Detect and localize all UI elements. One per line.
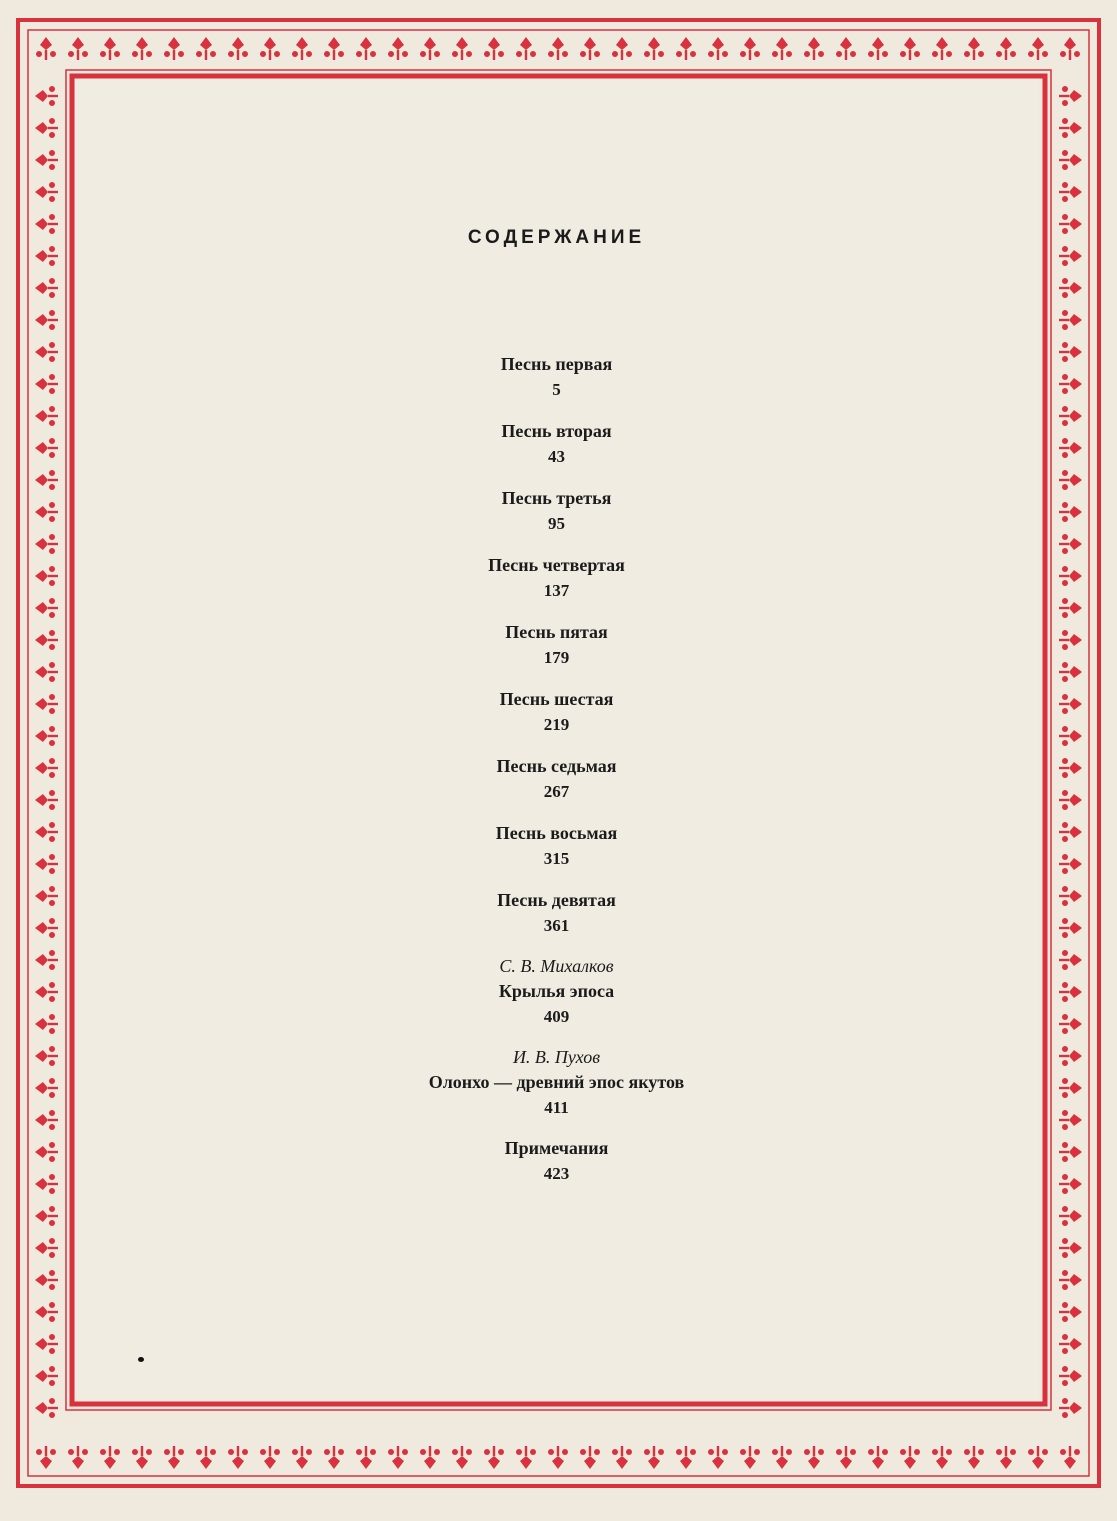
border-ornament	[452, 37, 472, 60]
border-ornament	[36, 37, 56, 60]
border-ornament	[964, 37, 984, 60]
border-ornament	[1059, 534, 1082, 554]
border-ornament	[1059, 86, 1082, 106]
border-ornament	[35, 726, 58, 746]
border-ornament	[1059, 1014, 1082, 1034]
border-ornament	[35, 470, 58, 490]
border-ornament	[388, 1446, 408, 1469]
border-ornament	[35, 854, 58, 874]
border-ornament	[772, 1446, 792, 1469]
border-ornament	[836, 1446, 856, 1469]
border-ornament	[292, 37, 312, 60]
border-ornament	[324, 1446, 344, 1469]
toc-entry	[75, 620, 1038, 670]
border-ornament	[708, 37, 728, 60]
entry-title: Песнь третья	[501, 488, 612, 508]
border-ornament	[35, 758, 58, 778]
border-ornament	[35, 1142, 58, 1162]
border-ornament	[35, 1270, 58, 1290]
border-ornament	[740, 1446, 760, 1469]
border-ornament	[1059, 790, 1082, 810]
border-ornament	[1059, 1142, 1082, 1162]
border-ornament	[1059, 502, 1082, 522]
border-ornament	[1059, 374, 1082, 394]
border-ornament	[35, 502, 58, 522]
border-ornament	[35, 438, 58, 458]
toc-entry	[75, 687, 1038, 737]
border-ornament	[484, 1446, 504, 1469]
toc-entry	[75, 754, 1038, 804]
entry-page-number: 179	[543, 648, 570, 667]
border-ornament	[996, 37, 1016, 60]
border-ornament	[1059, 246, 1082, 266]
toc-entry	[75, 954, 1038, 1029]
border-ornament	[36, 1446, 56, 1469]
border-ornament	[35, 918, 58, 938]
border-ornament	[516, 37, 536, 60]
border-ornament	[1059, 886, 1082, 906]
border-ornament	[35, 150, 58, 170]
entry-page-number: 5	[552, 380, 561, 399]
border-ornament	[260, 37, 280, 60]
border-ornament	[1059, 214, 1082, 234]
border-ornament	[35, 982, 58, 1002]
border-ornament	[1059, 1366, 1082, 1386]
border-ornament	[1059, 342, 1082, 362]
entry-title: Песнь шестая	[499, 689, 614, 709]
entry-title: Песнь девятая	[497, 890, 616, 910]
border-ornament	[420, 1446, 440, 1469]
border-ornament	[35, 1334, 58, 1354]
border-ornament	[68, 37, 88, 60]
border-ornament	[35, 214, 58, 234]
border-ornament	[548, 1446, 568, 1469]
border-ornament	[1060, 37, 1080, 60]
border-ornament	[836, 37, 856, 60]
border-ornament	[1059, 1334, 1082, 1354]
border-ornament	[35, 406, 58, 426]
border-ornament	[932, 37, 952, 60]
border-ornament	[164, 37, 184, 60]
border-ornament	[35, 534, 58, 554]
entry-author: И. В. Пухов	[512, 1047, 601, 1067]
border-ornament	[1059, 950, 1082, 970]
border-ornament	[35, 1398, 58, 1418]
toc-entry	[75, 821, 1038, 871]
toc-entry	[75, 1045, 1038, 1120]
border-ornament	[804, 37, 824, 60]
border-ornament	[644, 1446, 664, 1469]
border-ornament	[932, 1446, 952, 1469]
border-ornament	[35, 342, 58, 362]
entry-title: Песнь седьмая	[496, 756, 617, 776]
border-ornament	[644, 37, 664, 60]
border-ornament	[35, 1366, 58, 1386]
border-ornament	[35, 1206, 58, 1226]
toc-entry	[75, 419, 1038, 469]
entry-page-number: 411	[544, 1098, 569, 1117]
border-ornament	[35, 630, 58, 650]
border-ornament	[1059, 598, 1082, 618]
border-ornament	[35, 1014, 58, 1034]
entry-title: Песнь четвертая	[488, 555, 625, 575]
border-ornament	[1059, 182, 1082, 202]
border-ornament	[1059, 1302, 1082, 1322]
border-ornament	[228, 1446, 248, 1469]
toc-entry	[75, 352, 1038, 402]
border-ornament	[1059, 694, 1082, 714]
border-ornament	[196, 1446, 216, 1469]
border-ornament	[1059, 630, 1082, 650]
toc-entry	[75, 888, 1038, 938]
border-ornament	[868, 1446, 888, 1469]
entry-page-number: 137	[543, 581, 570, 600]
border-ornament	[1059, 758, 1082, 778]
border-ornament	[100, 1446, 120, 1469]
entry-title: Песнь вторая	[501, 421, 612, 441]
border-ornament	[35, 822, 58, 842]
border-ornament	[1059, 822, 1082, 842]
border-ornament	[35, 662, 58, 682]
border-ornament	[708, 1446, 728, 1469]
border-ornament	[132, 1446, 152, 1469]
entry-title: Примечания	[504, 1138, 609, 1158]
border-ornament	[1028, 1446, 1048, 1469]
border-ornament	[548, 37, 568, 60]
border-ornament	[900, 37, 920, 60]
border-ornament	[1059, 1110, 1082, 1130]
entry-page-number: 267	[543, 782, 570, 801]
border-ornament	[580, 1446, 600, 1469]
entry-page-number: 423	[543, 1164, 570, 1183]
toc-entry	[75, 486, 1038, 536]
border-ornament	[260, 1446, 280, 1469]
border-ornament	[35, 1078, 58, 1098]
border-ornament	[1059, 1078, 1082, 1098]
border-ornament	[35, 598, 58, 618]
border-ornament	[292, 1446, 312, 1469]
ink-speck	[138, 1357, 144, 1362]
entry-title: Крылья эпоса	[498, 981, 615, 1001]
border-ornament	[35, 246, 58, 266]
border-ornament	[1059, 1174, 1082, 1194]
entry-page-number: 43	[548, 447, 565, 466]
border-ornament	[35, 790, 58, 810]
toc-heading: СОДЕРЖАНИЕ	[467, 227, 646, 248]
border-ornament	[996, 1446, 1016, 1469]
border-ornament	[1059, 278, 1082, 298]
border-ornament	[35, 182, 58, 202]
border-ornament	[1059, 1238, 1082, 1258]
border-ornament	[35, 86, 58, 106]
border-ornament	[35, 278, 58, 298]
border-ornament	[1059, 150, 1082, 170]
entry-author: С. В. Михалков	[499, 956, 614, 976]
toc-entry	[75, 1136, 1038, 1186]
entry-title: Песнь пятая	[505, 622, 608, 642]
border-ornament	[452, 1446, 472, 1469]
entry-title: Олонхо — древний эпос якутов	[428, 1072, 685, 1092]
border-ornament	[35, 310, 58, 330]
border-ornament	[164, 1446, 184, 1469]
entry-title: Песнь первая	[500, 354, 613, 374]
border-ornament	[1059, 1398, 1082, 1418]
border-ornament	[676, 1446, 696, 1469]
table-of-contents	[75, 222, 1038, 1186]
border-ornament	[35, 566, 58, 586]
border-ornament	[1059, 1270, 1082, 1290]
border-ornament	[1059, 470, 1082, 490]
toc-entry	[75, 553, 1038, 603]
entry-page-number: 219	[543, 715, 570, 734]
border-ornament	[35, 1238, 58, 1258]
border-ornament	[35, 694, 58, 714]
entry-title: Песнь восьмая	[495, 823, 618, 843]
border-ornament	[1059, 854, 1082, 874]
border-ornament	[900, 1446, 920, 1469]
border-ornament	[740, 37, 760, 60]
border-ornament	[1028, 37, 1048, 60]
border-ornament	[772, 37, 792, 60]
border-ornament	[356, 1446, 376, 1469]
border-ornament	[35, 1110, 58, 1130]
border-ornament	[612, 37, 632, 60]
border-ornament	[35, 886, 58, 906]
border-ornament	[35, 1174, 58, 1194]
border-ornament	[484, 37, 504, 60]
border-ornament	[1059, 438, 1082, 458]
border-ornament	[100, 37, 120, 60]
entry-page-number: 409	[543, 1007, 570, 1026]
border-ornament	[868, 37, 888, 60]
entry-page-number: 315	[543, 849, 570, 868]
border-ornament	[35, 1046, 58, 1066]
entry-page-number: 95	[548, 514, 565, 533]
border-ornament	[612, 1446, 632, 1469]
border-ornament	[580, 37, 600, 60]
border-ornament	[35, 374, 58, 394]
border-ornament	[35, 1302, 58, 1322]
border-ornament	[35, 950, 58, 970]
border-ornament	[196, 37, 216, 60]
border-ornament	[1059, 918, 1082, 938]
border-ornament	[516, 1446, 536, 1469]
border-ornament	[35, 118, 58, 138]
border-ornament	[1059, 1206, 1082, 1226]
border-ornament	[1059, 662, 1082, 682]
border-ornament	[420, 37, 440, 60]
border-ornament	[356, 37, 376, 60]
border-ornament	[804, 1446, 824, 1469]
border-ornament	[68, 1446, 88, 1469]
border-ornament	[1059, 982, 1082, 1002]
border-ornament	[1060, 1446, 1080, 1469]
border-ornament	[1059, 726, 1082, 746]
border-ornament	[1059, 1046, 1082, 1066]
border-ornament	[388, 37, 408, 60]
entry-page-number: 361	[543, 916, 570, 935]
border-ornament	[1059, 310, 1082, 330]
border-ornament	[1059, 566, 1082, 586]
border-ornament	[228, 37, 248, 60]
border-ornament	[1059, 118, 1082, 138]
border-ornament	[676, 37, 696, 60]
border-ornament	[1059, 406, 1082, 426]
border-ornament	[964, 1446, 984, 1469]
border-ornament	[324, 37, 344, 60]
border-ornament	[132, 37, 152, 60]
